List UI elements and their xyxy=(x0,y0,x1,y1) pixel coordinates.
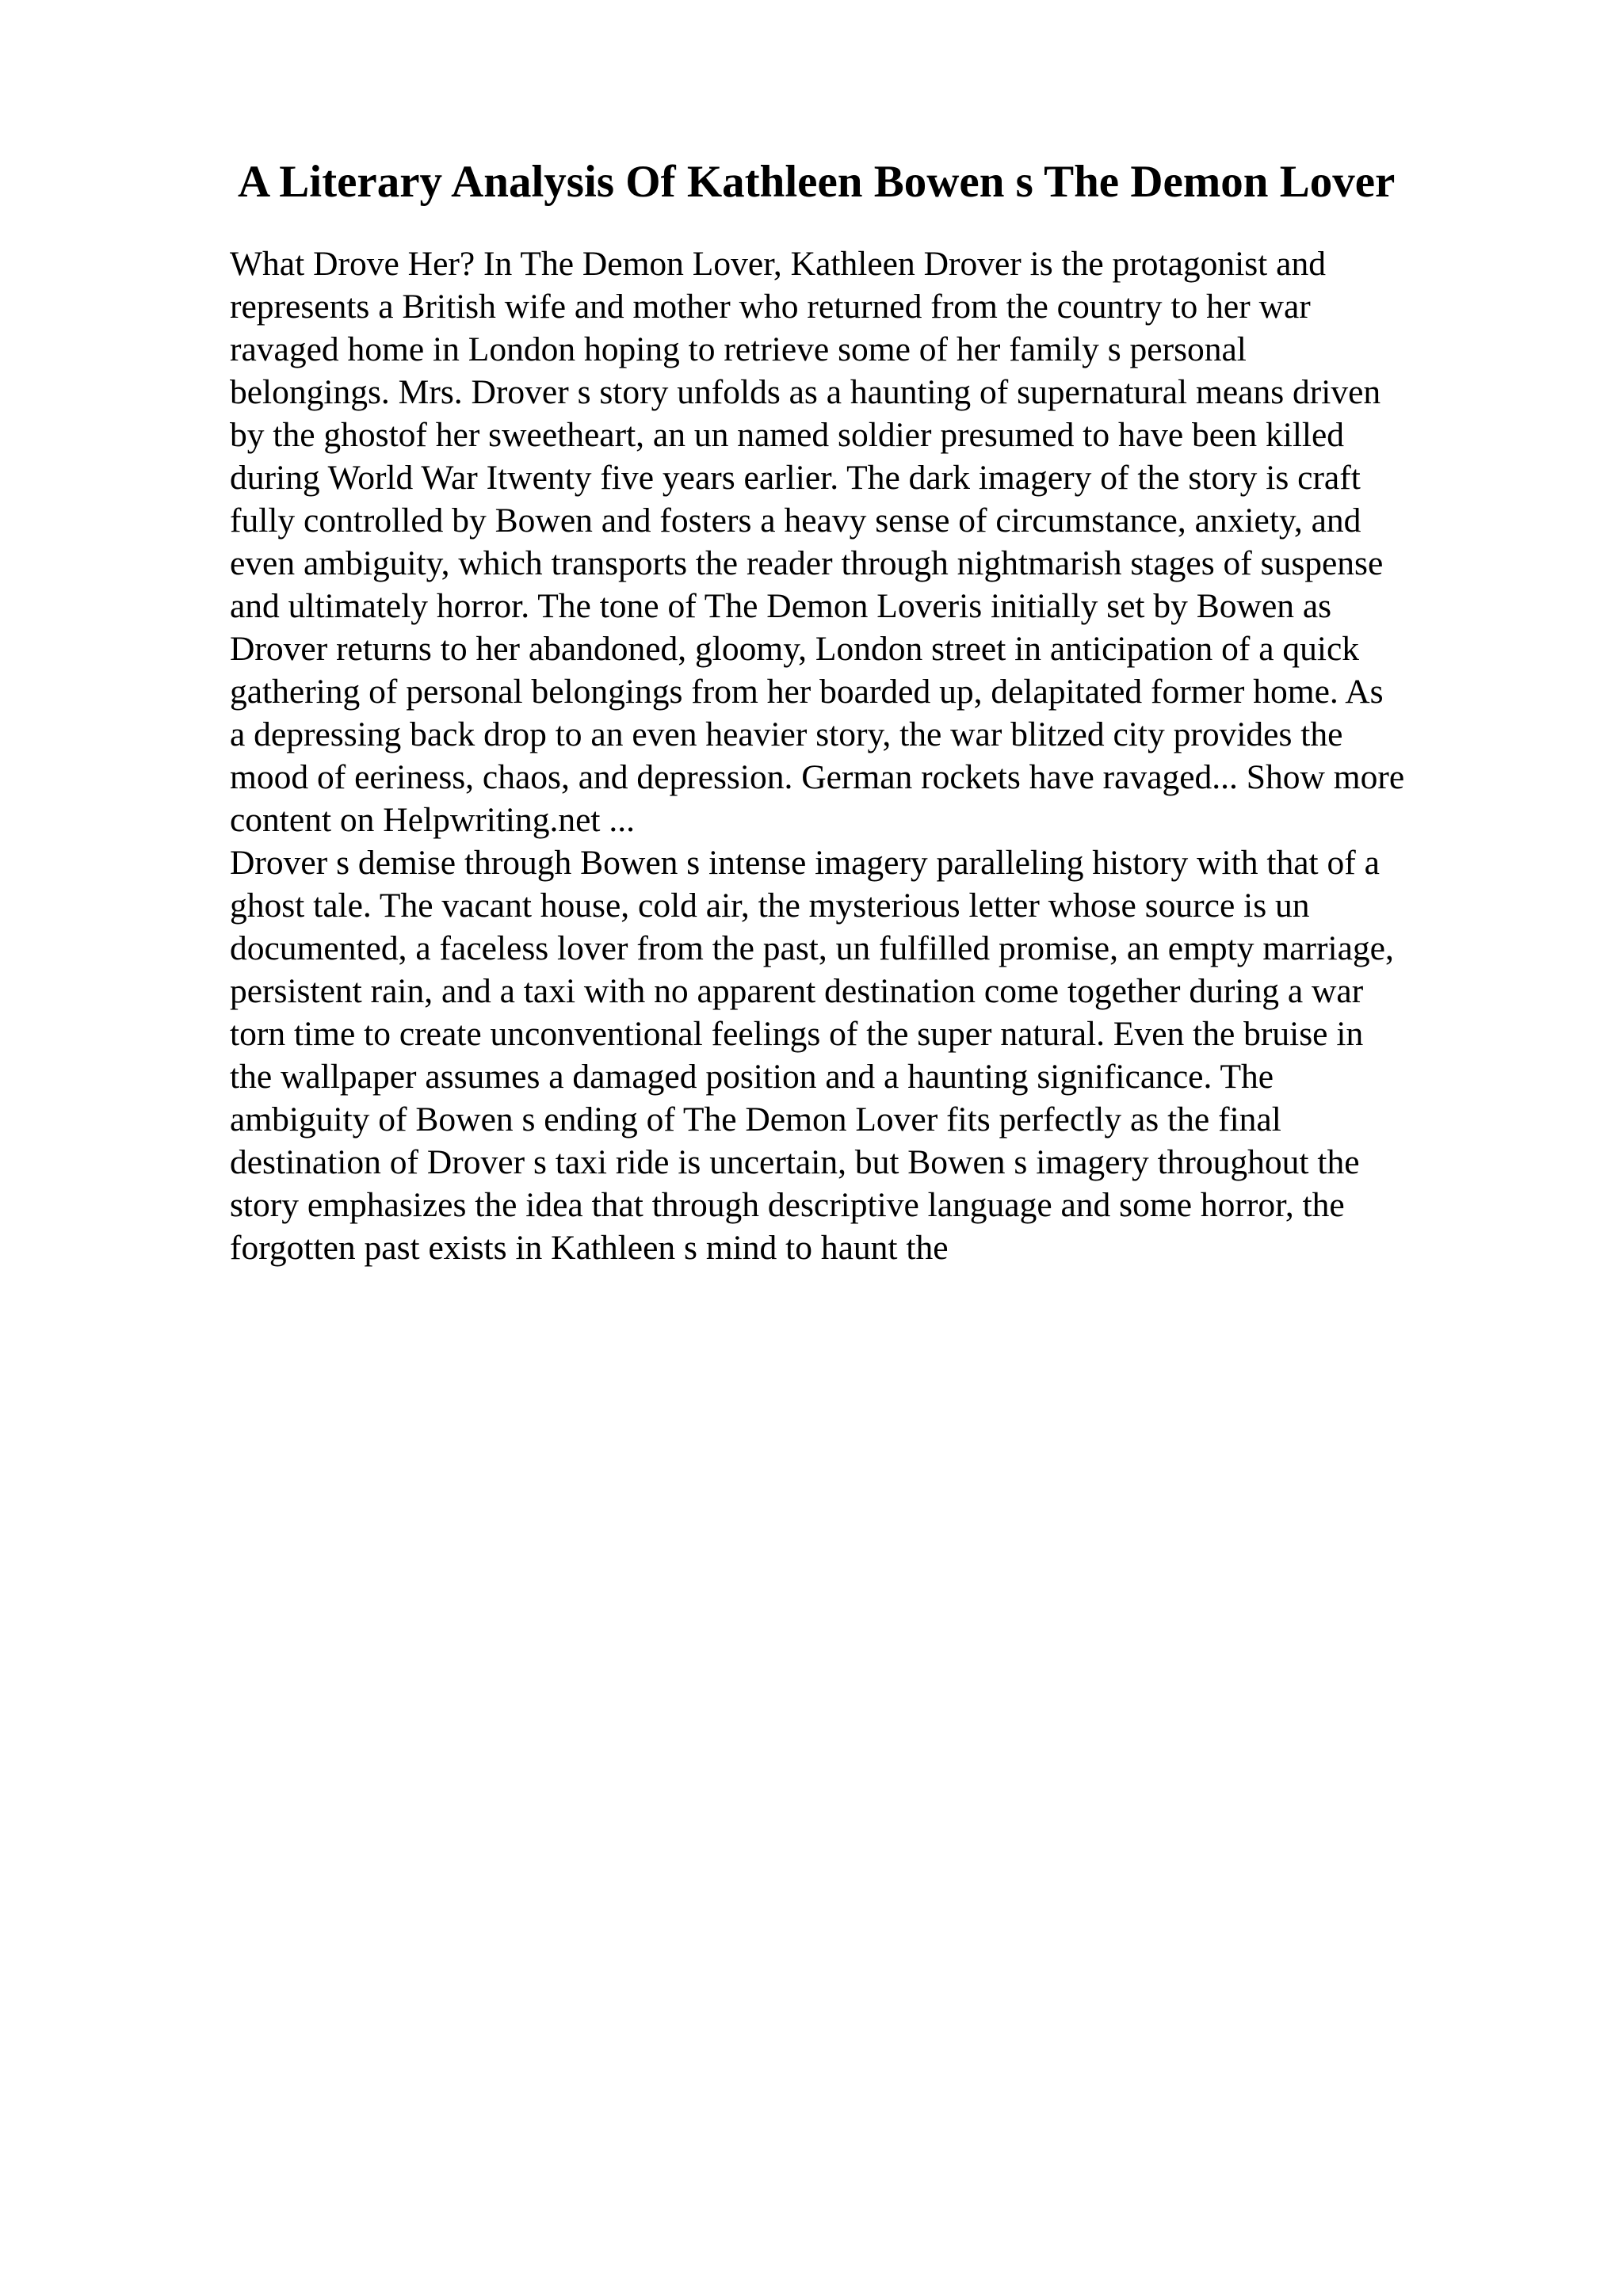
body-line: gathering of personal belongings from her boarded up, delapitated former home. As xyxy=(230,673,1384,711)
body-line: fully controlled by Bowen and fosters a heavy sense of circumstance, anxiety, and xyxy=(230,502,1361,540)
body-line: represents a British wife and mother who returned from the country to her war xyxy=(230,288,1311,326)
body-line: ambiguity of Bowen s ending of The Demon Lover fits perfectly as the final xyxy=(230,1100,1281,1138)
body-line: torn time to create unconventional feelings of the super natural. Even the bruise in xyxy=(230,1015,1364,1053)
body-line: content on Helpwriting.net ... xyxy=(230,801,636,839)
body-line: persistent rain, and a taxi with no apparent destination come together during a war xyxy=(230,972,1364,1010)
body-line: belongings. Mrs. Drover s story unfolds as a haunting of supernatural means driven xyxy=(230,373,1381,411)
body-line: mood of eeriness, chaos, and depression. German rockets have ravaged... Show more xyxy=(230,758,1405,796)
body-line: ravaged home in London hoping to retrieve some of her family s personal xyxy=(230,330,1247,368)
document-title: A Literary Analysis Of Kathleen Bowen s The Demon Lover xyxy=(238,157,1396,207)
body-line: story emphasizes the idea that through descriptive language and some horror, the xyxy=(230,1186,1345,1224)
body-line: the wallpaper assumes a damaged position and a haunting significance. The xyxy=(230,1058,1274,1096)
body-line: documented, a faceless lover from the past, un fulfilled promise, an empty marriage, xyxy=(230,929,1394,967)
body-line: even ambiguity, which transports the reader through nightmarish stages of suspense xyxy=(230,544,1384,582)
body-line: Drover s demise through Bowen s intense imagery paralleling history with that of a xyxy=(230,844,1380,882)
body-line: What Drove Her? In The Demon Lover, Kathleen Drover is the protagonist and xyxy=(230,245,1326,283)
body-line: Drover returns to her abandoned, gloomy, London street in anticipation of a quick xyxy=(230,630,1360,668)
body-line: ghost tale. The vacant house, cold air, the mysterious letter whose source is un xyxy=(230,887,1310,925)
body-line: during World War Itwenty five years earlier. The dark imagery of the story is craft xyxy=(230,459,1361,497)
body-line: destination of Drover s taxi ride is uncertain, but Bowen s imagery throughout the xyxy=(230,1143,1360,1181)
body-line: and ultimately horror. The tone of The Demon Loveris initially set by Bowen as xyxy=(230,587,1332,625)
body-line: by the ghostof her sweetheart, an un named soldier presumed to have been killed xyxy=(230,416,1345,454)
document-body xyxy=(230,242,1498,1269)
body-line: a depressing back drop to an even heavier story, the war blitzed city provides the xyxy=(230,715,1343,753)
body-line: forgotten past exists in Kathleen s mind to haunt the xyxy=(230,1229,949,1267)
